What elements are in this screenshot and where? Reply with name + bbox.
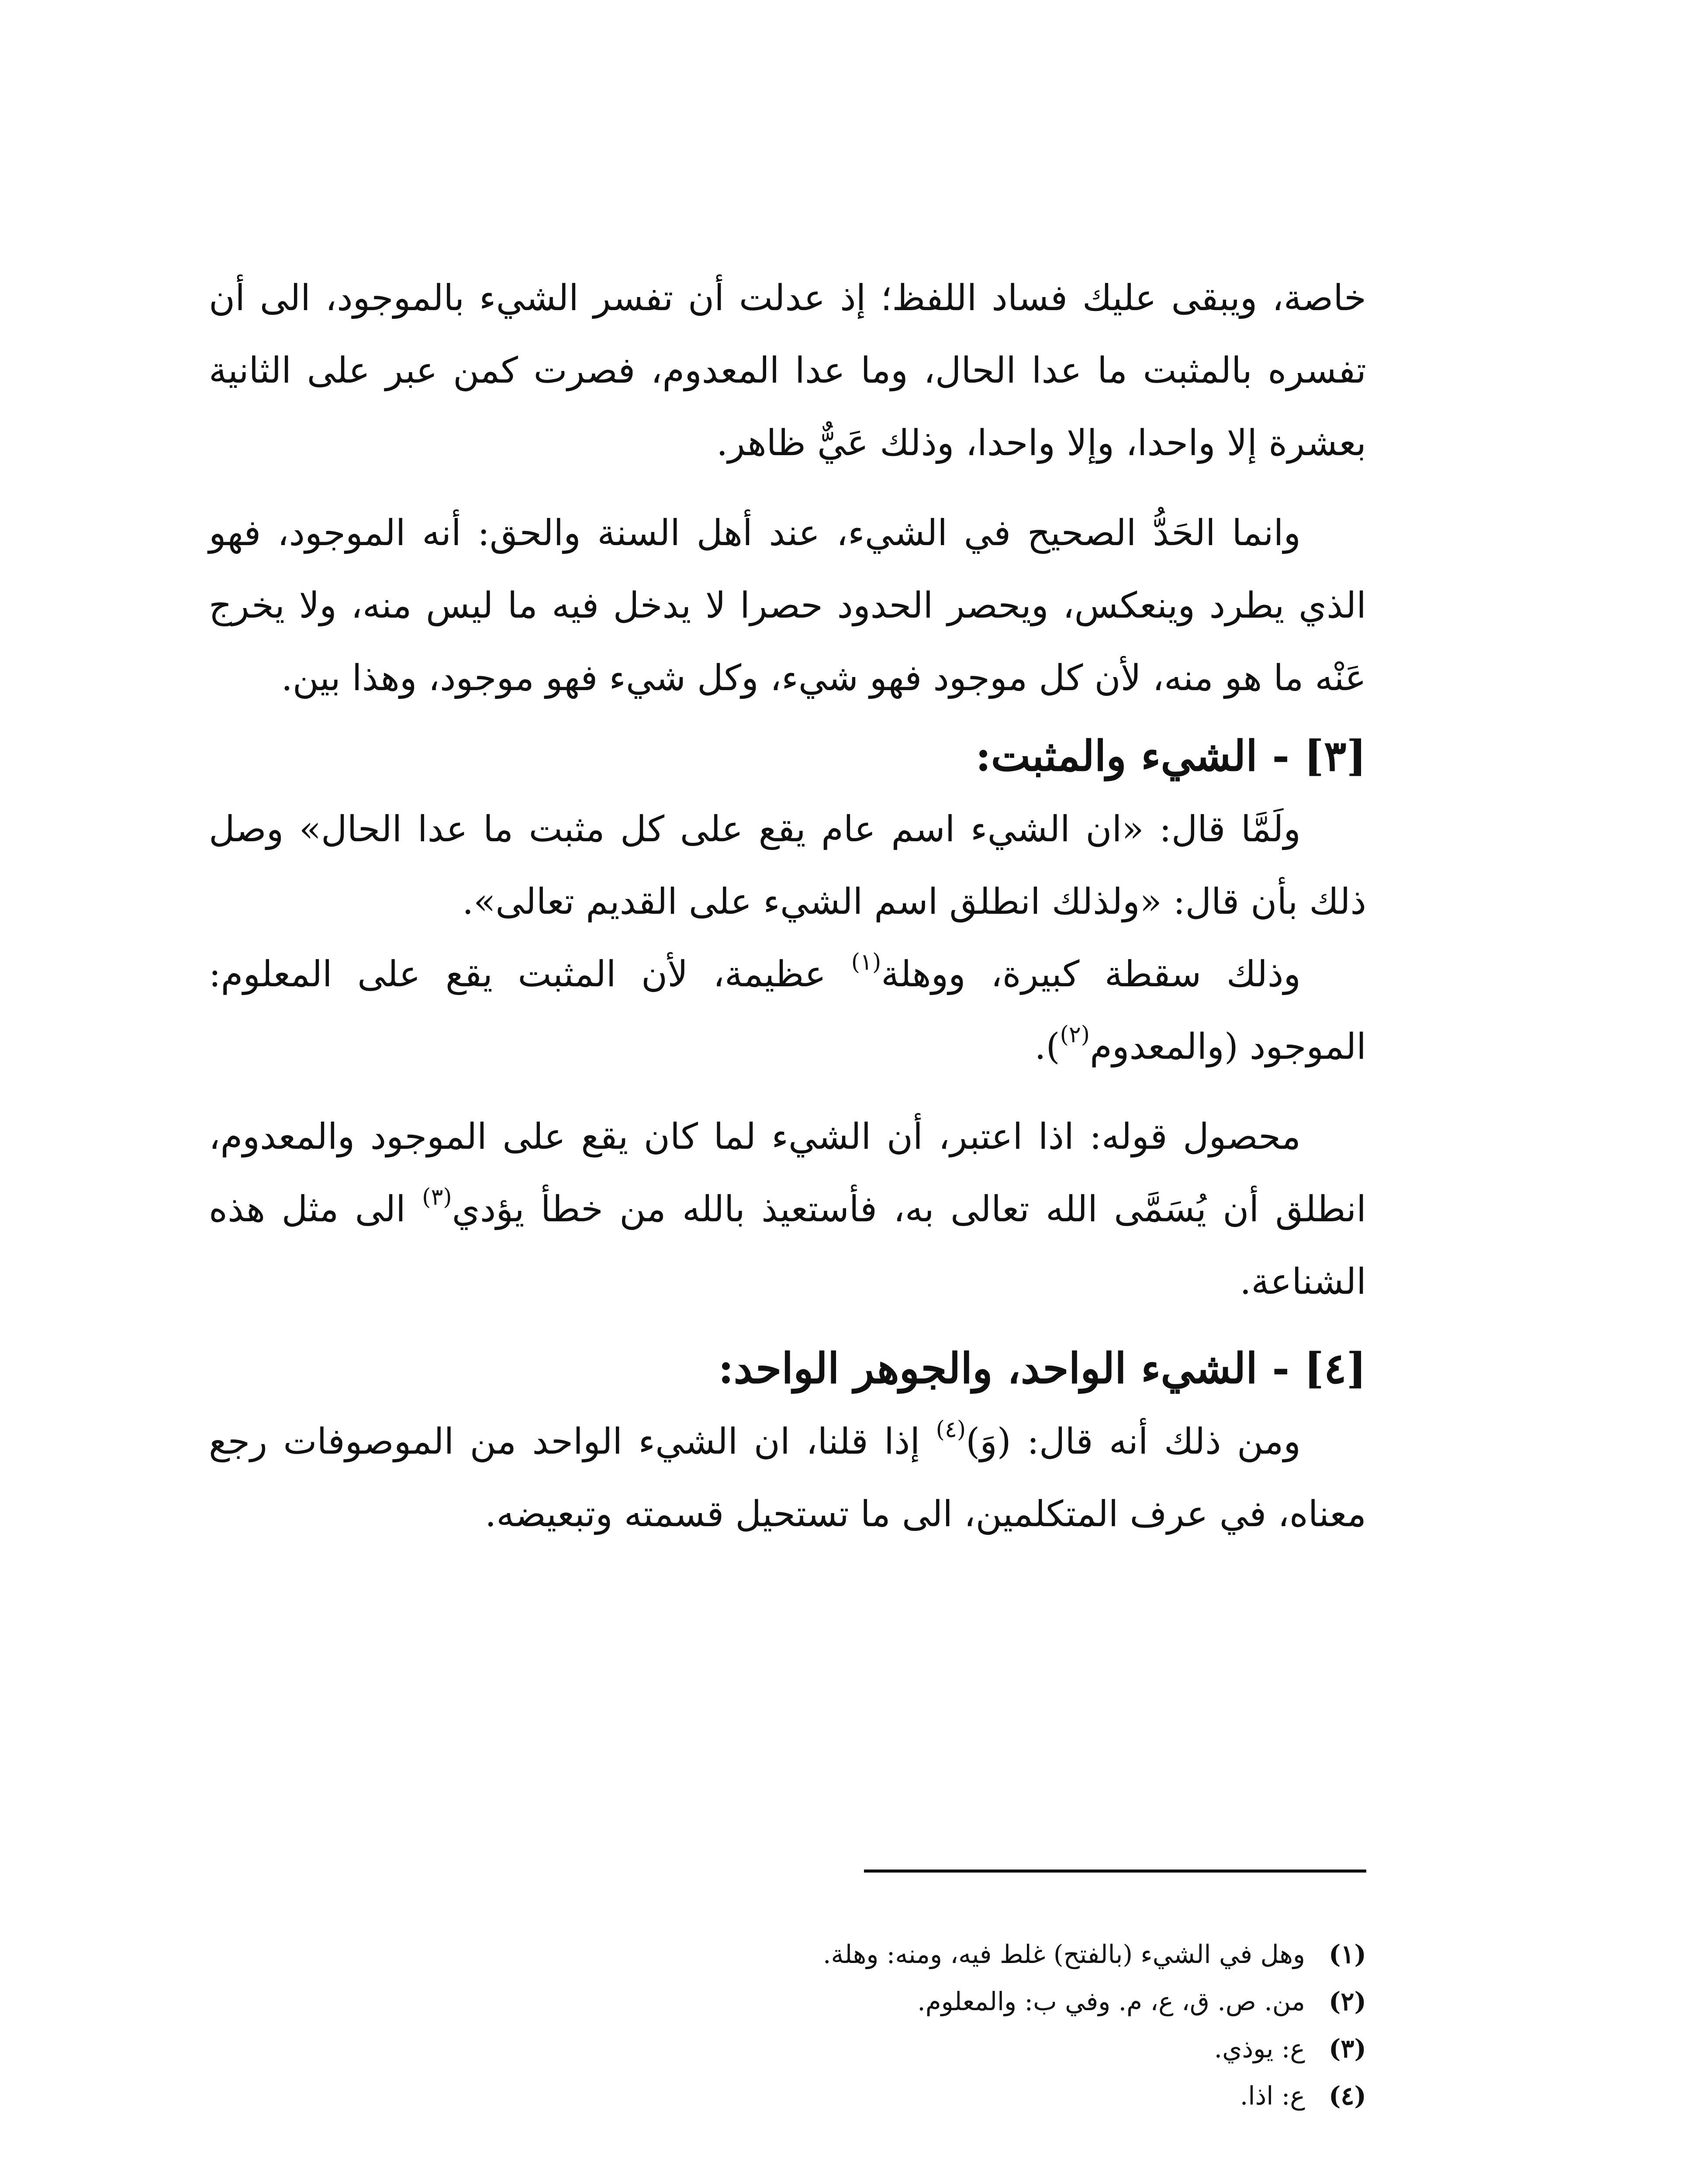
paragraph-4-part-b: عظيمة، لأن المثبت يقع على المعلوم: الموجود (والمعدوم <box>209 954 1366 1068</box>
footnote-text: وهل في الشيء (بالفتح) غلط فيه، ومنه: وهلة. <box>823 1939 1305 1969</box>
paragraph-1: خاصة، ويبقى عليك فساد اللفظ؛ إذ عدلت أن تفسر الشيء بالموجود، الى أن تفسره بالمثبت ما عدا الحال، وما عدا المعدوم، فصرت كمن عبر على الثانية بعشرة إلا واحدا، وإلا واحدا، وذلك عَيٌّ ظاهر. <box>209 277 1366 464</box>
footnote-divider <box>864 1870 1366 1873</box>
section-heading-4: [٤] - الشيء الواحد، والجوهر الواحد: <box>718 1344 1366 1393</box>
footnote-text: ع: يوذي. <box>1214 2034 1305 2063</box>
paragraph-4 <box>209 938 1366 1083</box>
paragraph-4-part-a: وذلك سقطة كبيرة، ووهلة <box>881 954 1301 995</box>
paragraph-6 <box>209 1406 1366 1551</box>
footnote-ref-4: (٤) <box>936 1417 966 1443</box>
footnote-ref-1: (١) <box>851 949 881 975</box>
paragraph-3: ولَمَّا قال: «ان الشيء اسم عام يقع على كل مثبت ما عدا الحال» وصل ذلك بأن قال: «ولذلك انطلق اسم الشيء على القديم تعالى». <box>209 809 1366 923</box>
footnote-number: (١) <box>1328 1939 1366 1969</box>
footnote-number: (٣) <box>1328 2034 1366 2063</box>
footnote-2 <box>209 1978 1366 2025</box>
paragraph-2: وانما الحَدُّ الصحيح في الشيء، عند أهل السنة والحق: أنه الموجود، فهو الذي يطرد وينعكس، ويحصر الحدود حصرا لا يدخل فيه ما ليس منه، ولا يخرج عَنْه ما هو منه، لأن كل موجود فهو شيء، وكل شيء فهو موجود، وهذا بين. <box>209 512 1366 699</box>
main-text <box>209 262 1366 1551</box>
footnote-text: من. ص. ق، ع، م. وفي ب: والمعلوم. <box>917 1987 1305 2016</box>
footnote-text: ع: اذا. <box>1240 2081 1305 2111</box>
footnote-4 <box>209 2072 1366 2119</box>
paragraph-4-part-c: ). <box>1034 1026 1060 1068</box>
footnotes <box>209 1931 1366 2119</box>
paragraph-6-part-b: إذا قلنا، ان الشيء الواحد من الموصوفات رجع معناه، في عرف المتكلمين، الى ما تستحيل قسمته وتبعيضه. <box>209 1421 1366 1535</box>
footnote-3 <box>209 2025 1366 2072</box>
footnote-number: (٢) <box>1328 1987 1366 2016</box>
footnote-number: (٤) <box>1328 2081 1366 2111</box>
paragraph-6-part-a: ومن ذلك أنه قال: (وَ) <box>966 1421 1301 1462</box>
footnote-1 <box>209 1931 1366 1978</box>
footnote-ref-3: (٣) <box>422 1184 452 1210</box>
paragraph-5-part-b: الى مثل هذه الشناعة. <box>209 1189 1366 1303</box>
paragraph-5-part-a: محصول قوله: اذا اعتبر، أن الشيء لما كان يقع على الموجود والمعدوم، انطلق أن يُسَمَّى الله تعالى به، فأستعيذ بالله من خطأ يؤدي <box>209 1116 1367 1230</box>
paragraph-5 <box>209 1101 1366 1318</box>
section-heading-3: [٣] - الشيء والمثبت: <box>975 731 1366 781</box>
footnote-ref-2: (٢) <box>1060 1022 1090 1048</box>
